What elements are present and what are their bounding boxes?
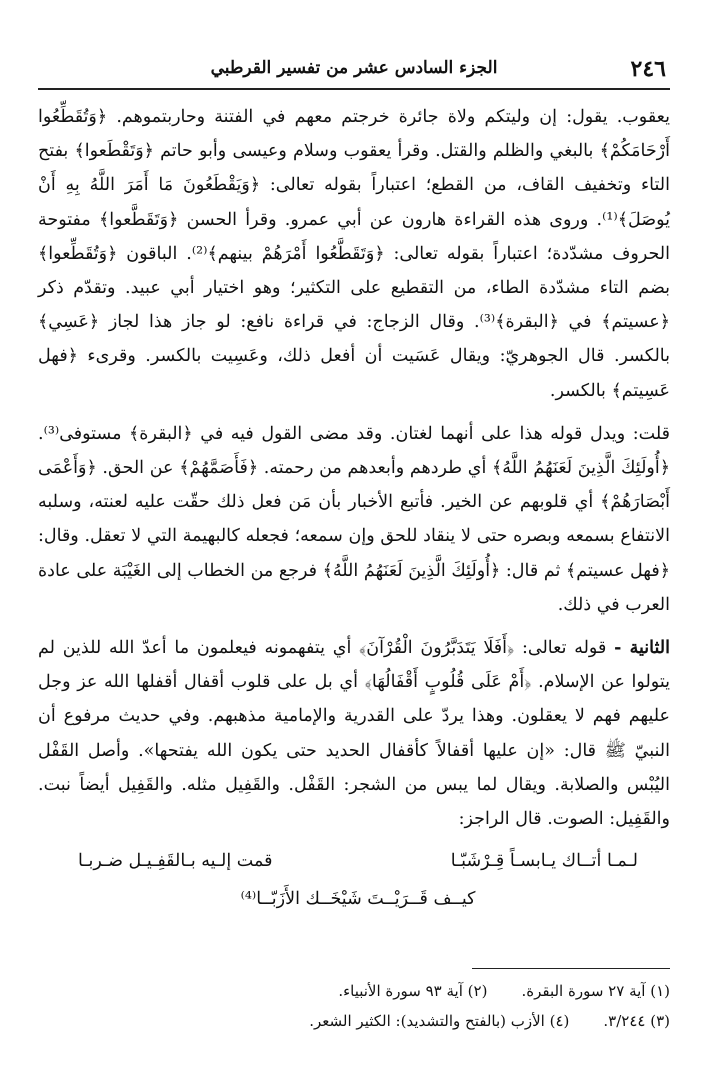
- text-line: فرجع من الخطاب إلى الغَيْبَة على عادة العرب في ذلك.: [38, 560, 670, 615]
- paragraph-2: [38, 417, 670, 622]
- poem-verse-2: [78, 880, 638, 918]
- running-title: الجزء السادس عشر من تفسير القرطبي: [210, 58, 498, 78]
- text-line: بينهم﴾⁽²⁾. الباقون ﴿وَتُقَطِّعوا﴾ بضم التاء مشدّدة الطاء، من التقطيع على التكثير؛: [38, 243, 670, 299]
- paragraph-3: [38, 631, 670, 836]
- text-line: أفعل ذلك، وعَسِيت بالكسر. وقرىء ﴿فهل عَسِيتم﴾ بالكسر.: [38, 346, 670, 401]
- text-line: حقّت عليه لعنته، وسلبه الانتفاع بسمعه وبصره حتى لا ينقاد للحق وإن سمعه؛ فجعله: [38, 492, 670, 547]
- page-body: [38, 100, 670, 918]
- text-line: يعقوب. يقول: إن وليتكم ولاة جائرة خرجتم معهم في الفتنة وحاربتموهم.: [116, 107, 670, 127]
- section-lead: الثانية -: [614, 638, 670, 659]
- footnote-divider: [472, 968, 670, 969]
- text-line: يفتحها». وأصل القَفْل اليُبْس والصلابة. ويقال لما يبس من الشجر: القَفْل. والقَفِيل: [38, 740, 670, 795]
- text-line: ﴿وَتَقْطَعوا﴾ بفتح التاء وتخفيف القاف، من القطع؛ اعتباراً بقوله تعالى: ﴿وَيَقْطَعُونَ: [38, 141, 670, 196]
- text-line: قلت: ويدل قوله هذا على أنهما لغتان. وقد مضى القول فيه في ﴿البقرة﴾: [129, 423, 670, 444]
- footnote: (١) آية ٢٧ سورة البقرة.: [521, 982, 670, 1000]
- page-number: ٢٤٦: [630, 56, 666, 82]
- text-line: مستوفى⁽³⁾. ﴿أُولَئِكَ الَّذِينَ لَعَنَهُمُ اللَّهُ﴾ أي طردهم وأبعدهم من رحمته. ﴿فَأَصَمَّهُمْ﴾: [38, 423, 670, 479]
- footnotes: [38, 976, 670, 1036]
- poem-verse-1: [78, 842, 638, 880]
- hemistich-single: كيــف قَــرَيْــتَ شَيْخَــك الأَزَبّــا⁽⁴⁾: [240, 889, 476, 910]
- text-line: ﴿وَتَقَطَّعوا﴾ مفتوحة الحروف مشدّدة؛ اعتباراً بقوله تعالى: ﴿وَتَقَطَّعُوا أَمْرَهُمْ: [38, 209, 670, 264]
- footnote: (٢) آية ٩٣ سورة الأنبياء.: [338, 982, 488, 1000]
- text-line: كالبهيمة التي لا تعقل. وقال: ﴿فهل عسيتم﴾ ثم قال: ﴿أُولَئِكَ الَّذِينَ لَعَنَهُمُ اللَّهُ﴾: [38, 526, 670, 581]
- text-line: الله عز وجل عليهم فهم لا يعقلون. وهذا يردّ على القدرية والإمامية مذهبهم. وفي: [38, 672, 671, 727]
- text-line: حديث مرفوع أن النبيّ ﷺ قال: «إن عليها أقفالاً كأقفال الحديد حتى يكون الله: [38, 706, 671, 761]
- footnote-row: [38, 1006, 670, 1036]
- hemistich-right: لـمـا أتــاك يـابسـاً قِـرْشَبّـا: [450, 851, 638, 872]
- footnote: (٣) ٣/٢٤٤.: [603, 1012, 670, 1030]
- text-line: مَا أَمَرَ اللَّهُ بِهِ أَنْ يُوصَلَ﴾⁽¹⁾. وروى هذه القراءة هارون عن أبي عمرو. وقرأ الحسن: [38, 175, 670, 230]
- paragraph-1: [38, 100, 670, 408]
- footnote-row: [38, 976, 670, 1006]
- page-header: [38, 52, 670, 90]
- footnote: (٤) الأزب (بالفتح والتشديد): الكثير الشعر.: [309, 1012, 570, 1030]
- text-line: للذين لم يتولوا عن الإسلام. ﴿أَمْ عَلَى قُلُوبٍ أَقْفَالُهَا﴾ أي بل على قلوب أقفال أقفلها: [38, 638, 670, 693]
- text-line: عن الحق. ﴿وَأَعْمَى أَبْصَارَهُمْ﴾ أي قلوبهم عن الخير. فأتبع الأخبار بأن مَن فعل ذلك: [38, 458, 670, 513]
- poem: [78, 842, 638, 918]
- text-line: قراءة نافع: لو جاز هذا لجاز ﴿عَسِي﴾ بالكسر. قال الجوهريّ: ويقال عَسَيت أن: [38, 312, 670, 367]
- text-line: وهو اختيار أبي عبيد. وتقدّم ذكر ﴿عسيتم﴾ في ﴿البقرة﴾⁽³⁾. وقال الزجاج: في: [38, 278, 670, 333]
- hemistich-left: قمت إلـيه بـالقَفِـيـل ضـربـا: [78, 851, 273, 872]
- text-line: مثله. والقَفِيل أيضاً نبت. والقَفِيل: الصوت. قال الراجز:: [38, 774, 670, 830]
- text-line: ﴿وَتُقَطِّعُوا أَرْحَامَكُمْ﴾ بالبغي والظلم والقتل. وقرأ يعقوب وسلام وعيسى وأبو حاتم: [38, 107, 670, 162]
- text-line: قوله تعالى: ﴿أَفَلَا يَتَدَبَّرُونَ الْقُرْآنَ﴾ أي يتفهمونه فيعلمون ما أعدّ الله: [109, 638, 607, 659]
